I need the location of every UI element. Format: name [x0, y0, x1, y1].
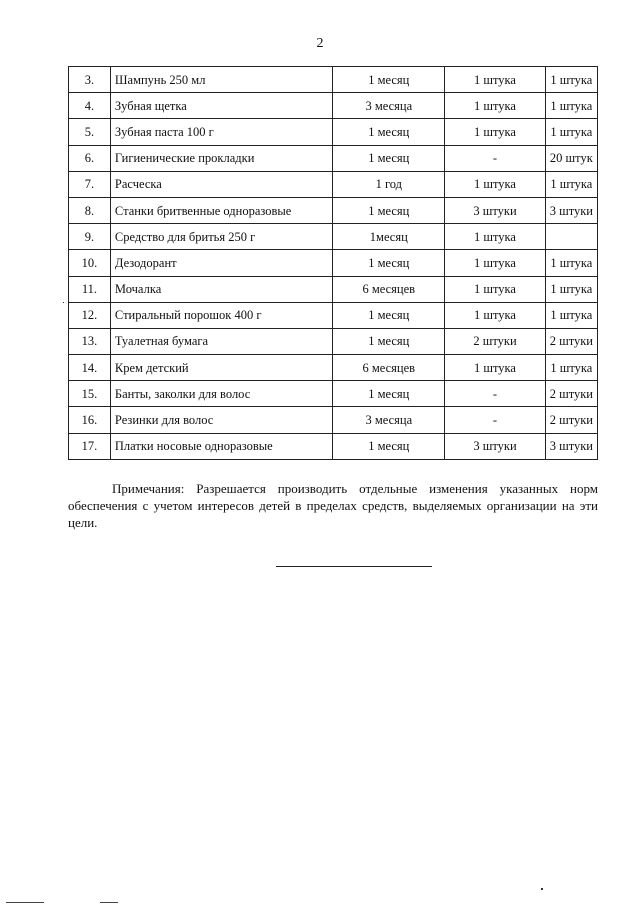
cell-quantity-1: 3 штуки [445, 197, 545, 223]
cell-number: 8. [69, 197, 111, 223]
scan-mark [100, 902, 118, 903]
table-row [69, 145, 598, 171]
cell-quantity-1: 1 штука [445, 302, 545, 328]
cell-period: 1 месяц [333, 433, 445, 459]
separator-line [276, 566, 432, 567]
cell-item-name: Резинки для волос [110, 407, 332, 433]
cell-period: 1 месяц [333, 119, 445, 145]
cell-number: 11. [69, 276, 111, 302]
cell-number: 5. [69, 119, 111, 145]
cell-item-name: Станки бритвенные одноразовые [110, 197, 332, 223]
cell-period: 3 месяца [333, 407, 445, 433]
cell-number: 10. [69, 250, 111, 276]
cell-quantity-1: 3 штуки [445, 433, 545, 459]
cell-item-name: Средство для бритья 250 г [110, 224, 332, 250]
cell-quantity-1: 1 штука [445, 224, 545, 250]
cell-quantity-2: 1 штука [545, 119, 597, 145]
page-number: 2 [316, 36, 324, 51]
cell-item-name: Крем детский [110, 355, 332, 381]
cell-quantity-2: 3 штуки [545, 433, 597, 459]
table-row [69, 224, 598, 250]
cell-period: 1месяц [333, 224, 445, 250]
cell-period: 1 год [333, 171, 445, 197]
table-row [69, 250, 598, 276]
cell-quantity-2: 1 штука [545, 302, 597, 328]
cell-quantity-2 [545, 224, 597, 250]
cell-quantity-1: - [445, 381, 545, 407]
table-row [69, 276, 598, 302]
table-row [69, 119, 598, 145]
cell-quantity-1: 2 штуки [445, 328, 545, 354]
table-row [69, 381, 598, 407]
cell-period: 1 месяц [333, 302, 445, 328]
cell-item-name: Банты, заколки для волос [110, 381, 332, 407]
scan-mark [6, 902, 44, 903]
cell-quantity-1: 1 штука [445, 171, 545, 197]
cell-quantity-2: 1 штука [545, 93, 597, 119]
table-row [69, 197, 598, 223]
cell-item-name: Стиральный порошок 400 г [110, 302, 332, 328]
cell-period: 3 месяца [333, 93, 445, 119]
cell-item-name: Зубная щетка [110, 93, 332, 119]
cell-quantity-2: 2 штуки [545, 328, 597, 354]
cell-quantity-2: 20 штук [545, 145, 597, 171]
cell-number: 17. [69, 433, 111, 459]
supply-norms-table [68, 66, 598, 460]
cell-number: 12. [69, 302, 111, 328]
note-paragraph: Примечания: Разрешается производить отдельные изменения указанных норм обеспечения с учетом интересов детей в пределах средств, выделяемых организации на эти цели. [68, 481, 598, 530]
cell-number: 6. [69, 145, 111, 171]
table-row [69, 171, 598, 197]
cell-number: 9. [69, 224, 111, 250]
scan-mark [541, 888, 543, 890]
cell-quantity-2: 2 штуки [545, 381, 597, 407]
cell-period: 6 месяцев [333, 355, 445, 381]
cell-period: 1 месяц [333, 250, 445, 276]
cell-quantity-1: - [445, 407, 545, 433]
cell-period: 6 месяцев [333, 276, 445, 302]
cell-quantity-2: 3 штуки [545, 197, 597, 223]
cell-quantity-1: 1 штука [445, 250, 545, 276]
cell-item-name: Туалетная бумага [110, 328, 332, 354]
cell-period: 1 месяц [333, 328, 445, 354]
cell-number: 16. [69, 407, 111, 433]
cell-number: 3. [69, 67, 111, 93]
cell-item-name: Шампунь 250 мл [110, 67, 332, 93]
cell-quantity-1: 1 штука [445, 276, 545, 302]
cell-item-name: Зубная паста 100 г [110, 119, 332, 145]
table-row [69, 93, 598, 119]
cell-number: 4. [69, 93, 111, 119]
cell-quantity-2: 1 штука [545, 250, 597, 276]
cell-quantity-2: 1 штука [545, 171, 597, 197]
cell-quantity-1: 1 штука [445, 119, 545, 145]
cell-quantity-1: 1 штука [445, 93, 545, 119]
cell-number: 15. [69, 381, 111, 407]
cell-number: 13. [69, 328, 111, 354]
cell-period: 1 месяц [333, 197, 445, 223]
cell-quantity-1: - [445, 145, 545, 171]
cell-quantity-2: 1 штука [545, 67, 597, 93]
cell-period: 1 месяц [333, 67, 445, 93]
cell-quantity-2: 1 штука [545, 355, 597, 381]
table-body [69, 67, 598, 460]
table-row [69, 328, 598, 354]
cell-quantity-2: 1 штука [545, 276, 597, 302]
cell-item-name: Гигиенические прокладки [110, 145, 332, 171]
cell-period: 1 месяц [333, 381, 445, 407]
table-row [69, 433, 598, 459]
cell-item-name: Платки носовые одноразовые [110, 433, 332, 459]
table-row [69, 407, 598, 433]
cell-item-name: Мочалка [110, 276, 332, 302]
cell-quantity-1: 1 штука [445, 67, 545, 93]
table-row [69, 302, 598, 328]
cell-number: 14. [69, 355, 111, 381]
cell-quantity-1: 1 штука [445, 355, 545, 381]
table-row [69, 67, 598, 93]
cell-period: 1 месяц [333, 145, 445, 171]
cell-number: 7. [69, 171, 111, 197]
cell-item-name: Дезодорант [110, 250, 332, 276]
table-row [69, 355, 598, 381]
cell-quantity-2: 2 штуки [545, 407, 597, 433]
scan-mark [63, 302, 64, 303]
cell-item-name: Расческа [110, 171, 332, 197]
